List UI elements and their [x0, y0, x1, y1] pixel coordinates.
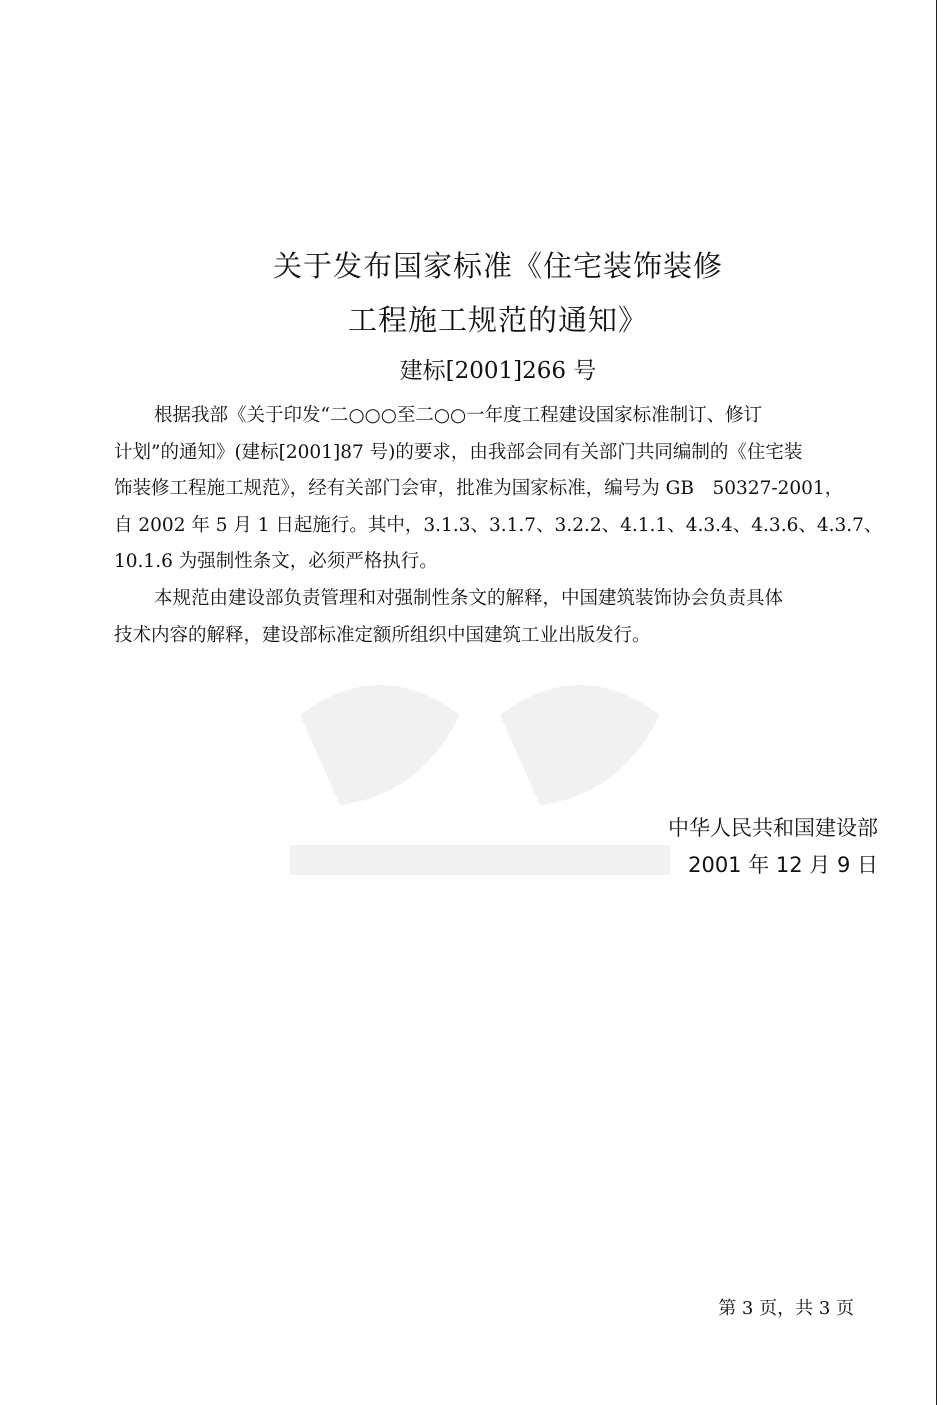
page-indicator: 第 3 页，共 3 页 — [718, 1298, 854, 1319]
notice-title-line-2: 工程施工规范的通知》 — [347, 303, 648, 337]
document-number: 建标[2001]266 号 — [399, 358, 597, 384]
paragraph-line: 10.1.6 为强制性条文，必须严格执行。 — [114, 551, 438, 572]
page-edge-rule — [936, 0, 937, 1405]
notice-title-line-1: 关于发布国家标准《住宅装饰装修 — [272, 249, 723, 283]
paragraph-line: 根据我部《关于印发“二○○○至二○○一年度工程建设国家标准制订、修订 — [154, 405, 763, 426]
paragraph-line: 技术内容的解释，建设部标准定额所组织中国建筑工业出版发行。 — [114, 624, 651, 646]
notice-paragraph-2 — [114, 581, 880, 654]
paragraph-line: 本规范由建设部负责管理和对强制性条文的解释，中国建筑装饰协会负责具体 — [154, 588, 784, 609]
issue-date: 2001 年 12 月 9 日 — [688, 853, 878, 877]
paragraph-line: 计划”的通知》(建标[2001]87 号)的要求，由我部会同有关部门共同编制的《住宅装 — [114, 441, 803, 463]
paragraph-line: 自 2002 年 5 月 1 日起施行。其中，3.1.3、3.1.7、3.2.2、4.1.1、4.3.4、4.3.6、4.3.7、 — [114, 514, 883, 536]
paragraph-line: 饰装修工程施工规范》，经有关部门会审，批准为国家标准，编号为 GB 50327-2001， — [114, 478, 844, 499]
notice-paragraph-1 — [114, 398, 883, 581]
issuing-authority: 中华人民共和国建设部 — [668, 816, 878, 840]
